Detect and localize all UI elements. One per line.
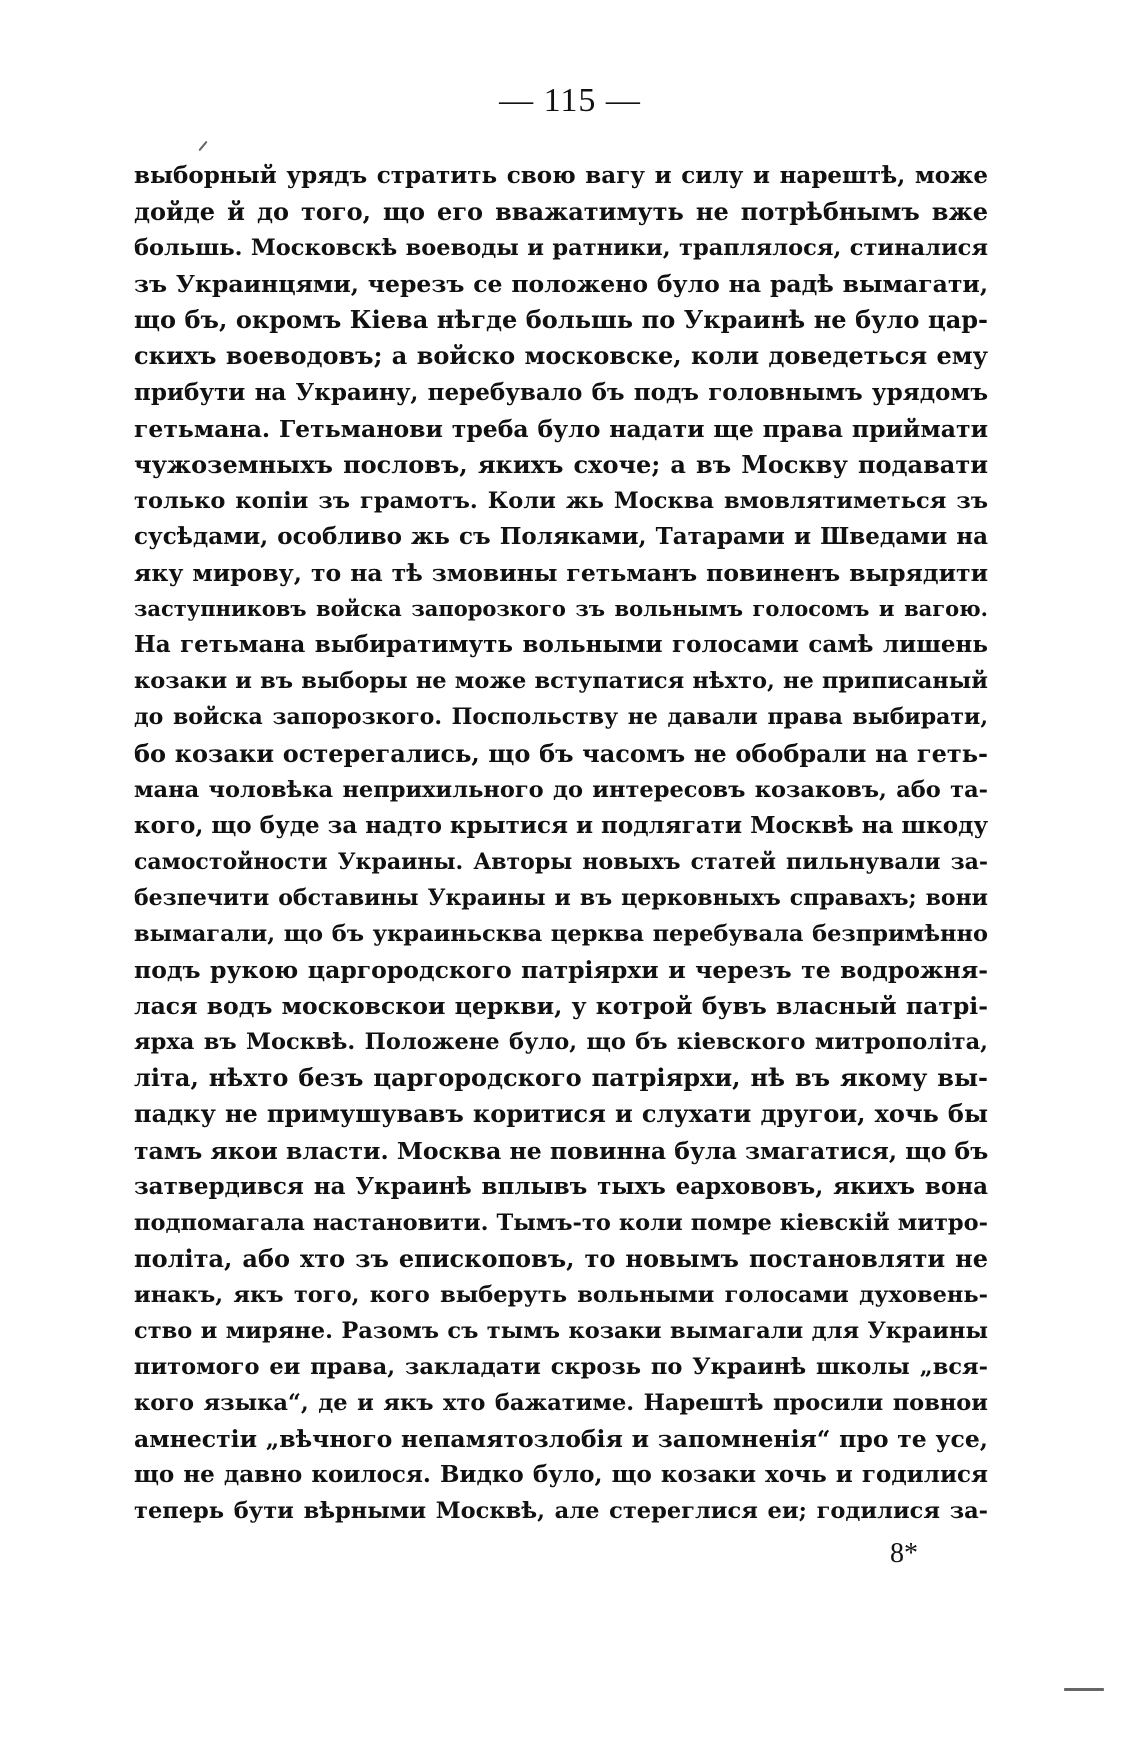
- text-line: только копіи зъ грамотъ. Коли жь Москва вмовлятиметься зъ: [134, 487, 988, 514]
- text-line: тамъ якои власти. Москва не повинна була змагатися, що бъ: [134, 1136, 988, 1165]
- scan-speck: [1064, 1688, 1104, 1691]
- text-line: питомого еи права, закладати скрозь по Украинѣ школы „вся-: [134, 1354, 988, 1381]
- signature-mark: 8*: [890, 1538, 918, 1569]
- text-line: безпечити обставины Украины и въ церковныхъ справахъ; вони: [134, 884, 988, 911]
- text-line: мана чоловѣка неприхильного до интересовъ козаковъ, або та-: [134, 776, 988, 803]
- text-line: заступниковъ войска запорозкого зъ вольнымъ голосомъ и вагою.: [134, 596, 988, 622]
- text-line: козаки и въ выборы не може вступатися нѣхто, не приписаный: [134, 668, 988, 695]
- text-line: сусѣдами, особливо жь съ Поляками, Татарами и Шведами на: [134, 522, 988, 550]
- text-line: що бъ, окромъ Кіева нѣгде большь по Украинѣ не було цар-: [134, 305, 988, 335]
- text-line: ство и миряне. Разомъ съ тымъ козаки вымагали для Украины: [134, 1318, 988, 1344]
- text-line: бо козаки остерегались, що бъ часомъ не обобрали на геть-: [134, 738, 988, 768]
- text-line: подпомагала настановити. Тымъ-то коли помре кіевскій митро-: [134, 1209, 988, 1236]
- text-line: політа, або хто зъ епископовъ, то новымъ постановляти не: [134, 1243, 988, 1273]
- text-line: инакъ, якъ того, кого выберуть вольными голосами духовень-: [134, 1281, 988, 1308]
- text-line: прибути на Украину, перебувало бъ подъ головнымъ урядомъ: [134, 378, 988, 406]
- text-line: самостойности Украины. Авторы новыхъ статей пильнували за-: [134, 848, 988, 875]
- text-line: зъ Украинцями, черезъ се положено було на радѣ вымагати,: [134, 270, 988, 299]
- text-line: до войска запорозкого. Поспольству не давали права выбирати,: [134, 704, 988, 731]
- text-line: выборный урядъ стратить свою вагу и силу и нарештѣ, може: [134, 162, 988, 189]
- text-line: лася водъ московскои церкви, у котрой бувъ власный патрі-: [134, 992, 988, 1021]
- body-text: [134, 158, 988, 1530]
- text-line: дойде й до того, що его вважатимуть не потрѣбнымъ вже: [134, 197, 988, 227]
- text-line: чужоземныхъ пословъ, якихъ схоче; а въ Москву подавати: [134, 449, 988, 479]
- text-line: кого языка“, де и якъ хто бажатиме. Нарештѣ просили повнои: [134, 1390, 988, 1417]
- scan-speck: [198, 141, 207, 151]
- text-line: що не давно коилося. Видко було, що козаки хочь и годилися: [134, 1461, 988, 1489]
- page-number: — 115 —: [499, 82, 641, 119]
- text-line: На гетьмана выбиратимуть вольными голосами самѣ лишень: [134, 631, 988, 659]
- text-line: кого, що буде за надто крытися и подлягати Москвѣ на шкоду: [134, 811, 988, 839]
- text-line: гетьмана. Гетьманови треба було надати ще права приймати: [134, 414, 988, 443]
- text-line: літа, нѣхто безъ царгородского патріярхи, нѣ въ якому вы-: [134, 1063, 988, 1093]
- text-line: ярха въ Москвѣ. Положене було, що бъ кіевского митрополіта,: [134, 1029, 988, 1056]
- text-line: амнестіи „вѣчного непамятозлобія и запомненія“ про те усе,: [134, 1425, 988, 1454]
- text-line: теперь бути вѣрными Москвѣ, але стереглися еи; годилися за-: [134, 1498, 988, 1525]
- text-line: падку не примушувавъ коритися и слухати другои, хочь бы: [134, 1099, 988, 1129]
- text-line: скихъ воеводовъ; а войско московске, коли доведеться ему: [134, 341, 988, 371]
- text-line: вымагали, що бъ украиньсква церква перебувала безпримѣнно: [134, 920, 988, 947]
- text-line: яку мирову, то на тѣ змовины гетьманъ повиненъ вырядити: [134, 559, 988, 588]
- text-line: затвердився на Украинѣ вплывъ тыхъ еархововъ, якихъ вона: [134, 1172, 988, 1200]
- text-line: подъ рукою царгородского патріярхи и черезъ те водрожня-: [134, 956, 988, 985]
- text-line: большь. Московскѣ воеводы и ратники, траплялося, стиналися: [134, 235, 988, 262]
